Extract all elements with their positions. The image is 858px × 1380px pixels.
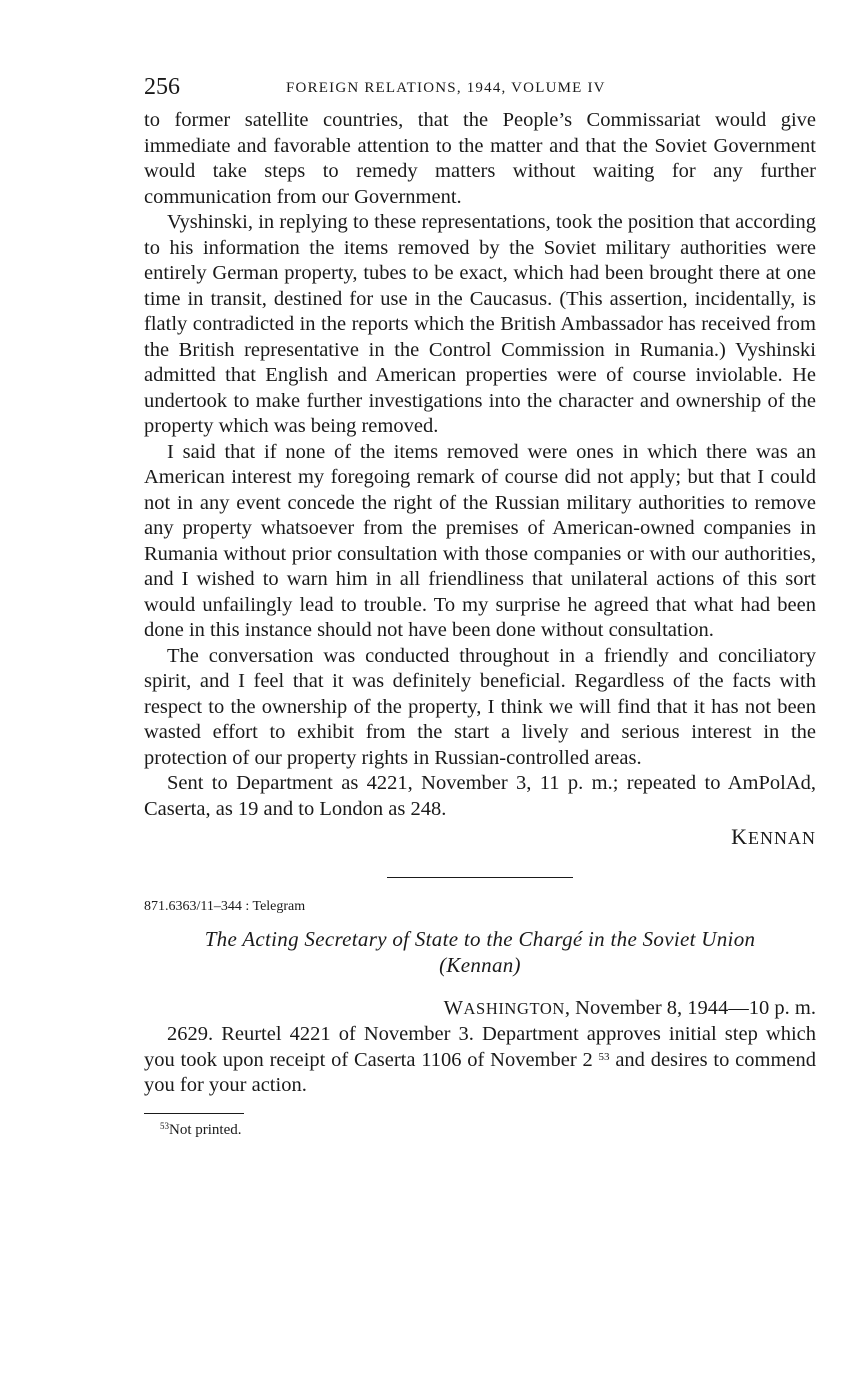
signature xyxy=(144,824,816,851)
section-divider xyxy=(387,877,573,878)
dateline-place-initial: W xyxy=(443,997,464,1019)
document-page xyxy=(144,74,816,1140)
running-head xyxy=(144,74,816,108)
footnote-text: Not printed. xyxy=(169,1121,242,1138)
body-paragraph-3: I said that if none of the items removed were ones in which there was an American interest my foregoing remark of course did not apply; but that I could not in any event concede the right of the Russian military authorities to remove any property whatsoever from the premises of American-owned companies in Rumania without prior consultation with those companies or with our authorities, and I wished to warn him in all friendliness that unilateral actions of this sort would unfailingly lead to trouble. To my surprise he agreed that what had been done in this instance should not have been done without consultation. xyxy=(144,440,816,641)
file-reference: 871.6363/11–344 : Telegram xyxy=(144,899,306,914)
signature-rest: ENNAN xyxy=(748,828,816,848)
footnote-divider xyxy=(144,1113,244,1114)
telegram-text: 2629. Reurtel 4221 of November 3. Department approves initial step which you took upon receipt of Caserta 1106 of November 2 xyxy=(144,1023,816,1071)
page-number: 256 xyxy=(144,74,180,100)
signature-initial: K xyxy=(731,824,748,849)
body-paragraph-4: The conversation was conducted throughout in a friendly and conciliatory spirit, and I feel that it was definitely beneficial. Regardless of the facts with respect to the ownership of the property, I think we will find that it has not been wasted effort to exhibit from the start a lively and serious interest in the protection of our property rights in Russian-controlled areas. xyxy=(144,644,816,769)
body-paragraph-2: Vyshinski, in replying to these representations, took the position that according to his information the items removed by the Soviet military authorities were entirely German property, tubes to be exact, which had been brought there at one time in transit, destined for use in the Caucasus. (This assertion, incidentally, is flatly contradicted in the reports which the British Ambassador has received from the British representative in the Control Commission in Rumania.) Vyshinski admitted that English and American properties were of course inviolable. He undertook to make further investigations into the character and ownership of the property which was being removed. xyxy=(144,211,816,437)
document-heading-line-1: The Acting Secretary of State to the Chargé in the Soviet Union xyxy=(204,927,756,951)
dateline-place xyxy=(444,999,565,1018)
telegram-text-end: and desires to commend you for your action. xyxy=(144,1048,816,1096)
footnote-reference: 53 xyxy=(598,1050,610,1063)
telegram-body xyxy=(144,1022,816,1099)
document-heading-line-2: (Kennan) xyxy=(439,953,521,977)
running-title: FOREIGN RELATIONS, 1944, VOLUME IV xyxy=(286,80,606,96)
letter-body xyxy=(144,108,816,822)
footnote xyxy=(144,1120,816,1140)
dateline-date: , November 8, 1944—10 p. m. xyxy=(564,997,816,1019)
telegram-paragraph xyxy=(144,1022,816,1099)
footnote-number: 53 xyxy=(160,1120,169,1131)
document-heading xyxy=(144,926,816,978)
body-paragraph-5: Sent to Department as 4221, November 3, 11 p. m.; repeated to AmPolAd, Caserta, as 19 and to London as 248. xyxy=(144,772,816,820)
dateline-place-rest: ASHINGTON xyxy=(463,999,565,1018)
body-paragraph-1: to former satellite countries, that the People’s Commissariat would give immediate and favorable attention to the matter and that the Soviet Government would take steps to remedy matters without waiting for any further communication from our Government. xyxy=(144,109,816,208)
dateline xyxy=(144,995,816,1022)
